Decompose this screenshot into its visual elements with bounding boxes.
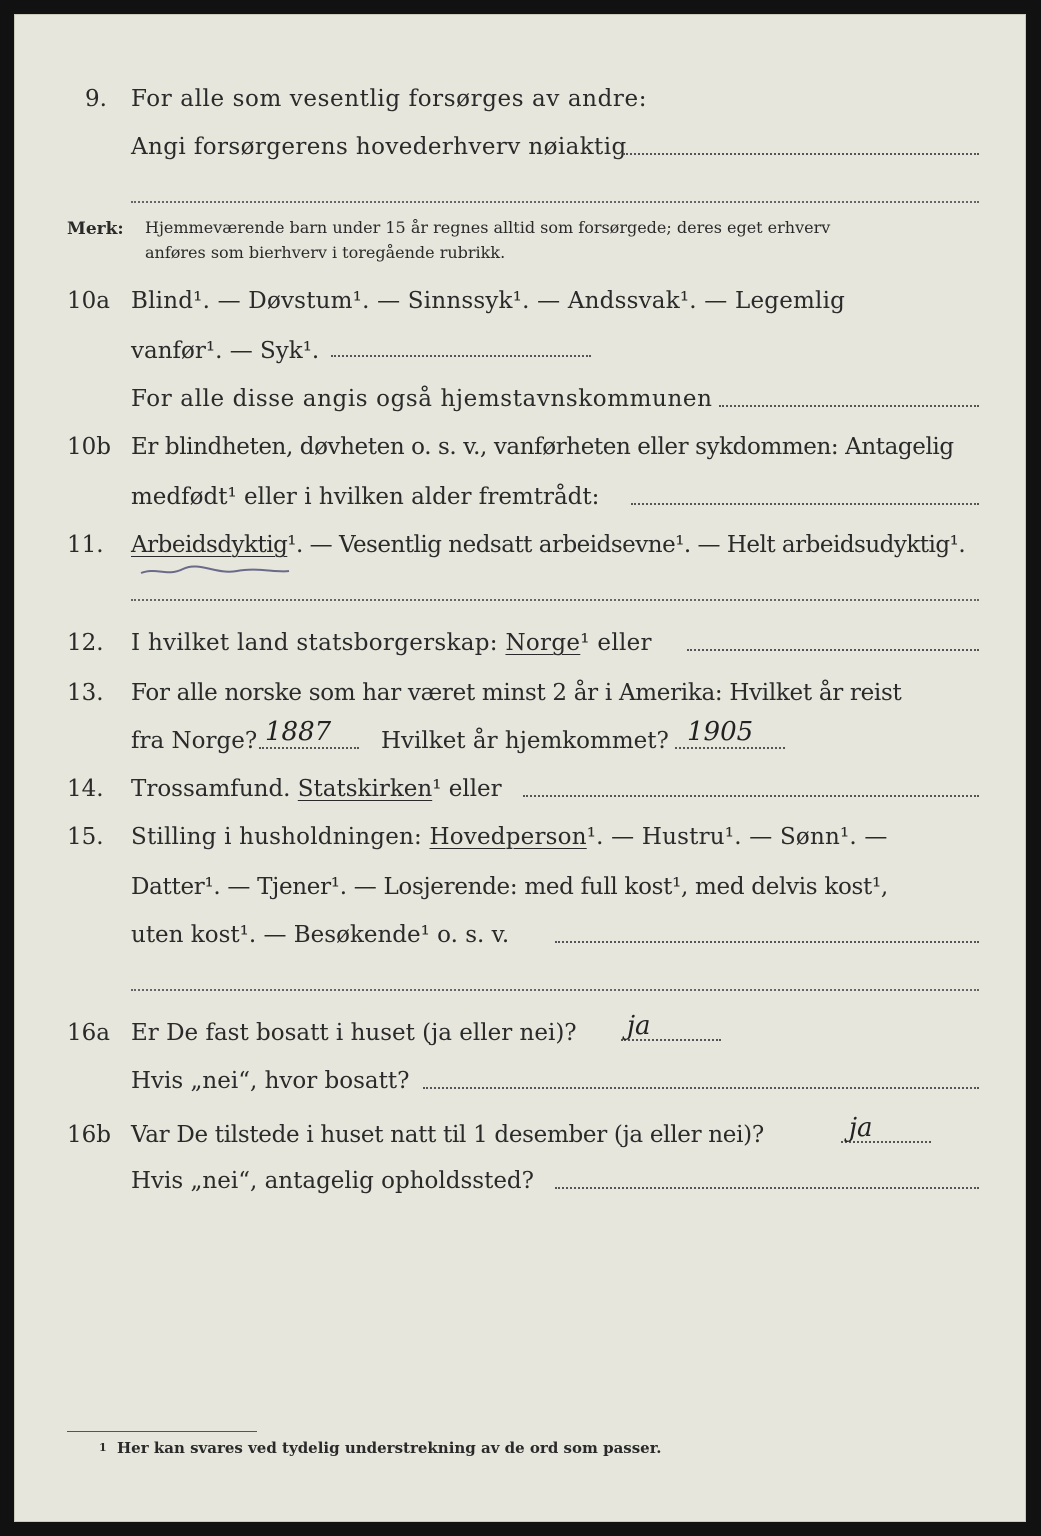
q9-answer-line [623, 153, 979, 155]
q13-hjem-line [675, 747, 785, 749]
q10a-kommune-line [719, 405, 979, 407]
q12-number: 12. [67, 630, 104, 656]
q11-number: 11. [67, 532, 104, 558]
q14-question: Trossamfund. [131, 776, 298, 802]
merk-line1: Hjemmeværende barn under 15 år regnes alltid som forsørgede; deres eget erhverv [145, 218, 831, 237]
q14-number: 14. [67, 776, 104, 802]
q15-line3: uten kost¹. — Besøkende¹ o. s. v. [131, 922, 510, 948]
q13-hjem-answer: 1905 [687, 717, 754, 747]
q10a-answer-line [331, 355, 591, 357]
q14-answer-line [523, 795, 979, 797]
q16a-number: 16a [67, 1020, 110, 1046]
q12-rest: ¹ eller [580, 630, 652, 656]
q10b-number: 10b [67, 434, 111, 460]
q10b-line1: Er blindheten, døvheten o. s. v., vanførheten eller sykdommen: Antagelig [131, 434, 954, 460]
census-form-page [14, 14, 1026, 1522]
q15-rest: ¹. — Hustru¹. — Sønn¹. — [586, 824, 888, 850]
q16a-answer: ja [627, 1011, 651, 1041]
q13-line1: For alle norske som har været minst 2 år i Amerika: Hvilket år reist [131, 680, 902, 706]
q13-reist-label: fra Norge? [131, 728, 258, 754]
q11-rest: ¹. — Vesentlig nedsatt arbeidsevne¹. — Helt arbeidsudyktig¹. [287, 532, 966, 558]
q9-line2: Angi forsørgerens hovederhverv nøiaktig [131, 134, 627, 160]
q11-underlined-option: Arbeidsdyktig [131, 532, 288, 558]
q16a-bosatt-line [423, 1087, 979, 1089]
q16a-line1: Er De fast bosatt i huset (ja eller nei)? [131, 1020, 577, 1046]
q10a-line1: Blind¹. — Døvstum¹. — Sinnssyk¹. — Andssvak¹. — Legemlig [131, 288, 846, 314]
q11-answer-line [131, 599, 979, 601]
q16b-answer: ja [849, 1113, 873, 1143]
q15-line2: Datter¹. — Tjener¹. — Losjerende: med full kost¹, med delvis kost¹, [131, 874, 888, 900]
q13-hjem-label: Hvilket år hjemkommet? [381, 728, 669, 754]
q13-number: 13. [67, 680, 104, 706]
q13-reist-answer: 1887 [265, 717, 332, 747]
footnote-mark: 1 [99, 1441, 107, 1454]
q13-reist-line [259, 747, 359, 749]
q10a-line3: For alle disse angis også hjemstavnskommunen [131, 386, 713, 412]
q12-answer-line [687, 649, 979, 651]
q12-line1 [131, 629, 652, 657]
q9-number: 9. [85, 86, 107, 112]
q16b-number: 16b [67, 1122, 111, 1148]
q10a-number: 10a [67, 288, 110, 314]
q15-underlined-option: Hovedperson [429, 824, 587, 850]
q16a-line2: Hvis „nei“, hvor bosatt? [131, 1068, 410, 1094]
q14-line1 [131, 775, 502, 803]
q16b-line2: Hvis „nei“, antagelig opholdssted? [131, 1168, 534, 1194]
q15-answer-line [555, 941, 979, 943]
q16b-opholdssted-line [555, 1187, 979, 1189]
q11-handwritten-scribble [137, 559, 297, 583]
q12-underlined-option: Norge [505, 630, 581, 656]
q10b-answer-line [631, 503, 979, 505]
q9-extra-line [131, 201, 979, 203]
q14-rest: ¹ eller [432, 776, 502, 802]
q15-number: 15. [67, 824, 104, 850]
q11-line1 [131, 531, 965, 559]
q10a-line2: vanfør¹. — Syk¹. [131, 338, 320, 364]
q15-extra-line [131, 989, 979, 991]
q14-underlined-option: Statskirken [297, 776, 433, 802]
footnote-separator [67, 1431, 257, 1432]
merk-label: Merk: [67, 219, 124, 239]
q15-line1 [131, 823, 888, 851]
merk-line2: anføres som bierhverv i toregående rubrikk. [145, 243, 506, 262]
q12-question: I hvilket land statsborgerskap: [131, 630, 506, 656]
q9-line1: For alle som vesentlig forsørges av andre: [131, 86, 648, 112]
q16b-line1: Var De tilstede i huset natt til 1 desember (ja eller nei)? [131, 1122, 764, 1148]
q15-question: Stilling i husholdningen: [131, 824, 430, 850]
footnote-text: Her kan svares ved tydelig understrekning av de ord som passer. [117, 1439, 662, 1457]
q10b-line2: medfødt¹ eller i hvilken alder fremtrådt: [131, 484, 600, 510]
